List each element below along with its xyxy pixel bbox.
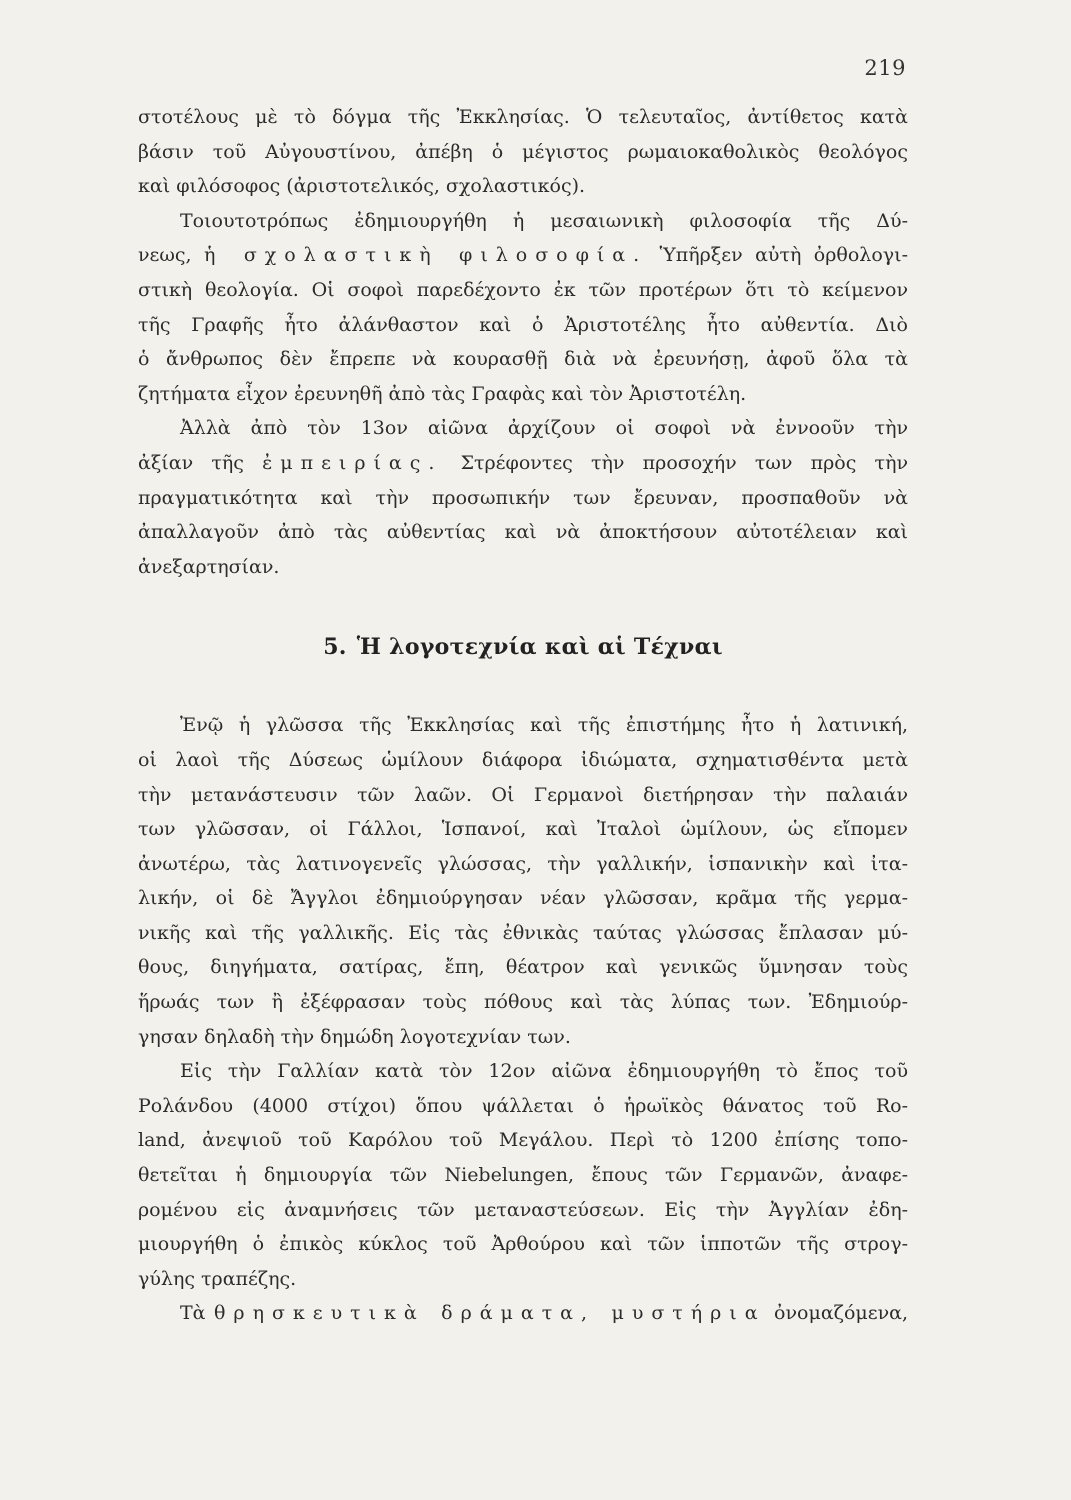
text-line: πραγματικότητα καὶ τὴν προσωπικήν των ἔρευναν, προσπαθοῦν νὰ: [138, 486, 908, 509]
text-line: των γλῶσσαν, οἱ Γάλλοι, Ἱσπανοί, καὶ Ἰταλοὶ ὡμίλουν, ὡς εἴπομεν: [138, 818, 908, 841]
text-line: Εἰς τὴν Γαλλίαν κατὰ τὸν 12ον αἰῶνα ἐδημιουργήθη τὸ ἔπος τοῦ: [180, 1060, 908, 1083]
text-line: τὴν μετανάστευσιν τῶν λαῶν. Οἱ Γερμανοὶ διετήρησαν τὴν παλαιάν: [138, 783, 908, 806]
text-line: λικήν, οἱ δὲ Ἄγγλοι ἐδημιούργησαν νέαν γλῶσσαν, κρᾶμα τῆς γερμα-: [138, 887, 908, 910]
text-line: Ἐνῷ ἡ γλῶσσα τῆς Ἐκκλησίας καὶ τῆς ἐπιστήμης ἦτο ἡ λατινική,: [180, 714, 908, 737]
text-line: τῆς Γραφῆς ἦτο ἀλάνθαστον καὶ ὁ Ἀριστοτέλης ἦτο αὐθεντία. Διὸ: [138, 313, 908, 336]
text-line: land, ἀνεψιοῦ τοῦ Καρόλου τοῦ Μεγάλου. Περὶ τὸ 1200 ἐπίσης τοπο-: [138, 1129, 908, 1152]
section-heading: [138, 630, 908, 664]
text-line: ρομένου εἰς ἀναμνήσεις τῶν μεταναστεύσεων. Εἰς τὴν Ἀγγλίαν ἐδη-: [138, 1198, 908, 1221]
text-line: βάσιν τοῦ Αὐγουστίνου, ἀπέβη ὁ μέγιστος ρωμαιοκαθολικὸς θεολόγος: [138, 140, 908, 163]
text-line: ἥρωάς των ἢ ἐξέφρασαν τοὺς πόθους καὶ τὰς λύπας των. Ἐδημιούρ-: [138, 991, 908, 1014]
text-line: ἀξίαν τῆς ἐμπειρίας. Στρέφοντες τὴν προσοχήν των πρὸς τὴν: [138, 451, 908, 474]
paragraph-religious-drama: [138, 1296, 908, 1331]
text-line: γύλης τραπέζης.: [138, 1267, 297, 1290]
section-number: 5.: [323, 634, 347, 661]
emphasis-spaced: ἡ σχολαστικὴ φιλοσοφία.: [204, 244, 648, 267]
text-line: νικῆς καὶ τῆς γαλλικῆς. Εἰς τὰς ἐθνικὰς ταύτας γλώσσας ἔπλασαν μύ-: [138, 921, 908, 944]
text-line: ἀνεξαρτησίαν.: [138, 555, 280, 578]
text-line: μιουργήθη ὁ ἐπικὸς κύκλος τοῦ Ἀρθούρου καὶ τῶν ἱπποτῶν τῆς στρογ-: [138, 1233, 908, 1256]
page-body: [138, 100, 908, 1331]
text-line: στικὴ θεολογία. Οἱ σοφοὶ παρεδέχοντο ἐκ τῶν προτέρων ὅτι τὸ κείμενον: [138, 278, 908, 301]
paragraph-aquinas-end: [138, 100, 908, 204]
text-line: γησαν δηλαδὴ τὴν δημώδη λογοτεχνίαν των.: [138, 1025, 571, 1048]
text-line: καὶ φιλόσοφος (ἀριστοτελικός, σχολαστικός).: [138, 175, 586, 198]
text-line: Ρολάνδου (4000 στίχοι) ὅπου ψάλλεται ὁ ἡρωϊκὸς θάνατος τοῦ Ro-: [138, 1094, 908, 1117]
paragraph-scholastic-philosophy: [138, 204, 908, 412]
text-line: ὁ ἄνθρωπος δὲν ἔπρεπε νὰ κουρασθῇ διὰ νὰ ἐρευνήσῃ, ἀφοῦ ὅλα τὰ: [138, 348, 908, 371]
text-line: θετεῖται ἡ δημιουργία τῶν Niebelungen, ἔπους τῶν Γερμανῶν, ἀναφε-: [138, 1164, 908, 1187]
text-line: Ἀλλὰ ἀπὸ τὸν 13ον αἰῶνα ἀρχίζουν οἱ σοφοὶ νὰ ἐννοοῦν τὴν: [180, 417, 908, 440]
text-line: θους, διηγήματα, σατίρας, ἔπη, θέατρον καὶ γενικῶς ὕμνησαν τοὺς: [138, 956, 908, 979]
text-line: οἱ λαοὶ τῆς Δύσεως ὡμίλουν διάφορα ἰδιώματα, σχηματισθέντα μετὰ: [138, 748, 908, 771]
paragraph-vernacular-languages: [138, 708, 908, 1054]
text-line: ζητήματα εἶχον ἐρευνηθῆ ἀπὸ τὰς Γραφὰς καὶ τὸν Ἀριστοτέλη.: [138, 382, 747, 405]
page-number: 219: [864, 56, 906, 80]
text-line: ἀπαλλαγοῦν ἀπὸ τὰς αὐθεντίας καὶ νὰ ἀποκτήσουν αὐτοτέλειαν καὶ: [138, 521, 908, 544]
emphasis-spaced: θρησκευτικὰ δράματα, μυστήρια: [214, 1302, 766, 1325]
paragraph-experience: [138, 411, 908, 584]
text-line: Τὰ θρησκευτικὰ δράματα, μυστήρια ὀνομαζόμενα,: [180, 1302, 908, 1325]
paragraph-epics: [138, 1054, 908, 1296]
text-line: στοτέλους μὲ τὸ δόγμα τῆς Ἐκκλησίας. Ὁ τελευταῖος, ἀντίθετος κατὰ: [138, 106, 908, 128]
emphasis-spaced: ἐμπειρίας.: [262, 451, 443, 474]
text-line: ἀνωτέρω, τὰς λατινογενεῖς γλώσσας, τὴν γαλλικήν, ἱσπανικὴν καὶ ἰτα-: [138, 852, 908, 875]
text-line: νεως, ἡ σχολαστικὴ φιλοσοφία. Ὑπῆρξεν αὐτὴ ὀρθολογι-: [138, 244, 908, 267]
section-title: Ἡ λογοτεχνία καὶ αἱ Τέχναι: [356, 634, 723, 661]
text-line: Τοιουτοτρόπως ἐδημιουργήθη ἡ μεσαιωνικὴ φιλοσοφία τῆς Δύ-: [180, 209, 908, 232]
